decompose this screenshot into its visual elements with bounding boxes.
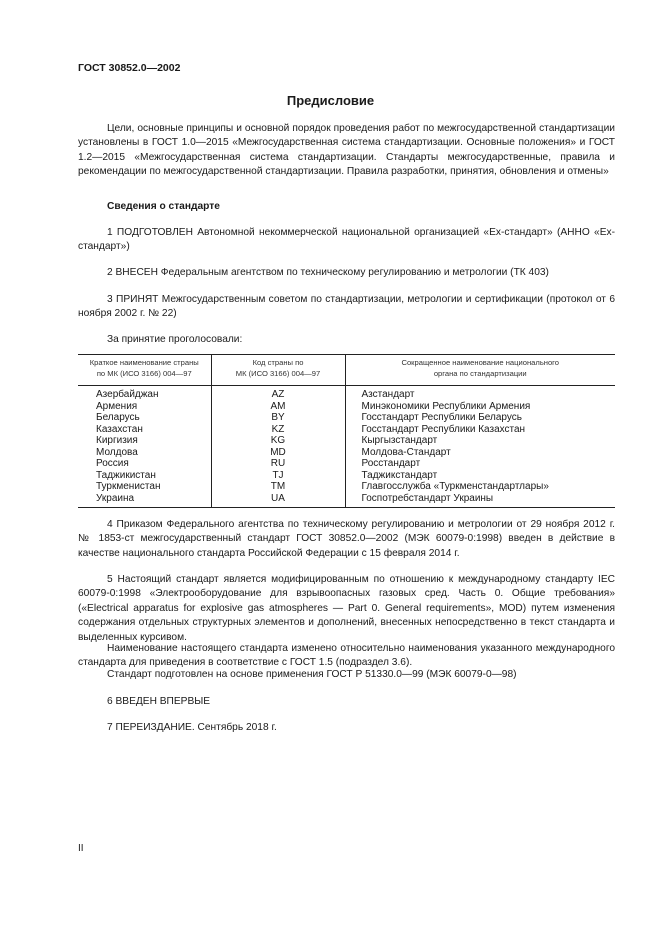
item-adopted: 3 ПРИНЯТ Межгосударственным советом по стандартизации, метрологии и сертификации (протокол от 6 ноября 2002 г. № 22) <box>78 294 615 320</box>
item-title-change: Наименование настоящего стандарта изменено относительно наименования указанного международного стандарта для приведения в соответствие с ГОСТ 1.5 (подраздел 3.6). <box>78 643 615 669</box>
header-org-line1: Сокращенное наименование национального <box>401 358 560 367</box>
header-country-line1: Краткое наименование страны <box>89 358 199 367</box>
header-org <box>345 355 615 386</box>
country-cell: Армения <box>96 400 138 412</box>
code-cell: AZ <box>211 386 345 401</box>
document-header: ГОСТ 30852.0—2002 <box>78 62 181 74</box>
code-cell: BY <box>211 412 345 424</box>
country-cell: Беларусь <box>96 412 140 423</box>
table-row <box>78 458 615 470</box>
table-row <box>78 401 615 413</box>
item-prepared: 1 ПОДГОТОВЛЕН Автономной некоммерческой национальной организацией «Ех-стандарт» (АННО «Ех-стандарт») <box>78 227 615 253</box>
table-row <box>78 412 615 424</box>
code-cell: RU <box>211 458 345 470</box>
country-cell: Казахстан <box>96 423 143 435</box>
org-cell: Азстандарт <box>345 386 615 401</box>
code-cell: MD <box>211 447 345 459</box>
table-row <box>78 386 615 401</box>
header-country-line2: по МК (ИСО 3166) 004—97 <box>96 368 192 378</box>
country-cell: Таджикистан <box>96 469 156 481</box>
table-row <box>78 481 615 493</box>
org-cell: Главгосслужба «Туркменстандартлары» <box>345 481 615 493</box>
table-row <box>78 447 615 459</box>
header-code <box>211 355 345 386</box>
org-cell: Минэкономики Республики Армения <box>345 401 615 413</box>
item-enacted: 4 Приказом Федерального агентства по техническому регулированию и метрологии от 29 ноября 2012 г. № 1853-ст межгосударственный стандарт ГОСТ 30852.0—2002 (МЭК 60079-0:1998) введен в действие в качестве национального стандарта Российской Федерации с 15 февраля 2014 г. <box>78 519 615 559</box>
code-cell: KZ <box>211 424 345 436</box>
header-code-line1: Код страны по <box>252 358 304 367</box>
org-cell: Кыргызстандарт <box>345 435 615 447</box>
table-row <box>78 493 615 508</box>
country-cell: Россия <box>96 458 129 469</box>
org-cell: Госстандарт Республики Казахстан <box>345 424 615 436</box>
item-submitted: 2 ВНЕСЕН Федеральным агентством по техническому регулированию и метрологии (ТК 403) <box>107 267 549 278</box>
page-number: II <box>78 843 84 854</box>
info-heading: Сведения о стандарте <box>107 201 220 212</box>
org-cell: Госпотребстандарт Украины <box>345 493 615 508</box>
table-row <box>78 435 615 447</box>
item-modified: 5 Настоящий стандарт является модифицированным по отношению к международному стандарту IEC 60079-0:1998 «Электрооборудование для взрывоопасных газовых сред. Часть 0. Общие требования» («Electrical apparatus for explosive gas atmospheres — Part 0. General requirements», MOD) путем изменения содержания отдельных структурных элементов и дополнений, внесенных непосредственно в текст стандарта и выделенных курсивом. <box>78 574 615 643</box>
code-cell: AM <box>211 401 345 413</box>
code-cell: TJ <box>211 470 345 482</box>
table-row <box>78 470 615 482</box>
intro-paragraph: Цели, основные принципы и основной порядок проведения работ по межгосударственной стандартизации установлены в ГОСТ 1.0—2015 «Межгосударственная система стандартизации. Основные положения» и ГОСТ 1.2—2015 «Межгосударственная система стандартизации. Стандарты межгосударственные, правила и рекомендации по межгосударственной стандартизации. Правила разработки, принятия, обновления и отмены» <box>78 123 615 178</box>
org-cell: Росстандарт <box>345 458 615 470</box>
header-country <box>78 355 211 386</box>
code-cell: UA <box>211 493 345 508</box>
voting-label: За принятие проголосовали: <box>107 334 243 345</box>
code-cell: KG <box>211 435 345 447</box>
org-cell: Таджикстандарт <box>345 470 615 482</box>
header-code-line2: МК (ИСО 3166) 004—97 <box>235 368 321 378</box>
table-header-row <box>78 355 615 386</box>
country-cell: Азербайджан <box>96 389 159 400</box>
org-cell: Госстандарт Республики Беларусь <box>345 412 615 424</box>
header-org-line2: органа по стандартизации <box>433 368 527 378</box>
country-cell: Украина <box>78 493 211 508</box>
page-title: Предисловие <box>286 93 375 108</box>
country-cell: Киргизия <box>96 435 138 446</box>
code-cell: TM <box>211 481 345 493</box>
item-introduced: 6 ВВЕДЕН ВПЕРВЫЕ <box>107 696 211 707</box>
country-cell: Туркменистан <box>96 481 161 492</box>
country-cell: Молдова <box>96 446 138 458</box>
item-reissue: 7 ПЕРЕИЗДАНИЕ. Сентябрь 2018 г. <box>107 722 277 733</box>
item-basis: Стандарт подготовлен на основе применения ГОСТ Р 51330.0—99 (МЭК 60079-0—98) <box>107 669 517 680</box>
voting-table <box>78 354 615 508</box>
table-row <box>78 424 615 436</box>
org-cell: Молдова-Стандарт <box>345 447 615 459</box>
